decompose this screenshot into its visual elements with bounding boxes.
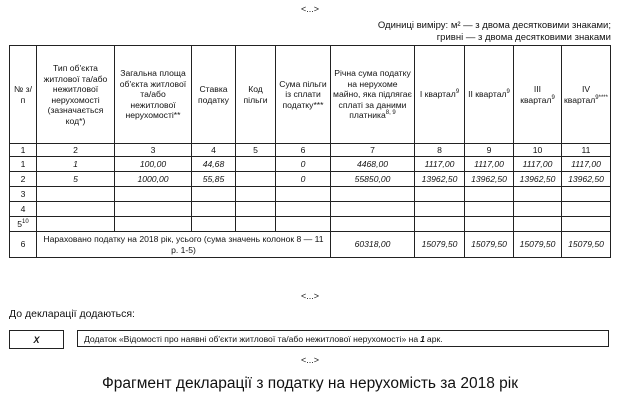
header-area: Загальна площа об'єкта житлової та/або нежитлової нерухомості** <box>115 46 192 144</box>
cell-num: 2 <box>10 172 37 187</box>
total-q4: 15079,50 <box>562 232 611 258</box>
row5-sup: 10 <box>22 218 29 225</box>
total-q2: 15079,50 <box>465 232 514 258</box>
col-number: 11 <box>562 144 611 157</box>
header-annual-text: Річна сума податку на нерухоме майно, яка підлягає сплаті за даними платника <box>333 68 412 121</box>
total-annual: 60318,00 <box>331 232 415 258</box>
header-q4 <box>562 46 611 144</box>
header-benefit: Сума пільги із сплати податку*** <box>276 46 331 144</box>
table-row <box>10 157 611 172</box>
total-row <box>10 232 611 258</box>
header-q2 <box>465 46 514 144</box>
cell-num: 3 <box>10 187 37 202</box>
cell-q2: 13962,50 <box>465 172 514 187</box>
cell-area: 1000,00 <box>115 172 192 187</box>
ellipsis-bottom: <...> <box>300 355 319 365</box>
row5-num: 5 <box>17 218 23 229</box>
table-header-row <box>10 46 611 144</box>
total-q3: 15079,50 <box>514 232 562 258</box>
cell-q1: 1117,00 <box>415 157 465 172</box>
cell-q4: 13962,50 <box>562 172 611 187</box>
cell-code <box>236 172 276 187</box>
header-annual-sup: 8, 9 <box>385 110 396 117</box>
col-number: 6 <box>276 144 331 157</box>
col-number: 3 <box>115 144 192 157</box>
attachment-count: 1 <box>420 333 425 344</box>
header-q2-text: II квартал <box>468 89 507 100</box>
table-row-empty <box>10 202 611 217</box>
header-q1 <box>415 46 465 144</box>
header-q3 <box>514 46 562 144</box>
col-number: 10 <box>514 144 562 157</box>
header-rate: Ставка податку <box>192 46 236 144</box>
attachments-title: До декларації додаються: <box>9 308 135 320</box>
cell-benefit: 0 <box>276 157 331 172</box>
cell-q3: 1117,00 <box>514 157 562 172</box>
units-note <box>378 20 611 43</box>
cell-rate: 44,68 <box>192 157 236 172</box>
header-q3-text: III квартал <box>520 84 552 105</box>
header-q3-sup: 9 <box>551 94 555 101</box>
header-code: Код пільги <box>236 46 276 144</box>
column-number-row <box>10 144 611 157</box>
col-number: 4 <box>192 144 236 157</box>
cell-num: 1 <box>10 157 37 172</box>
cell-rate: 55,85 <box>192 172 236 187</box>
total-label: Нараховано податку на 2018 рік, усього (сума значень колонок 8 — 11 р. 1-5) <box>37 232 331 258</box>
ellipsis-top: <...> <box>300 4 319 14</box>
col-number: 9 <box>465 144 514 157</box>
total-q1: 15079,50 <box>415 232 465 258</box>
col-number: 2 <box>37 144 115 157</box>
cell-type: 5 <box>37 172 115 187</box>
header-annual <box>331 46 415 144</box>
cell-annual: 4468,00 <box>331 157 415 172</box>
table-row-empty <box>10 217 611 232</box>
header-q4-text: IV квартал <box>564 84 596 105</box>
col-number: 7 <box>331 144 415 157</box>
table-row-empty <box>10 187 611 202</box>
cell-num <box>10 217 37 232</box>
header-num: № з/п <box>10 46 37 144</box>
units-line-2: гривні — з двома десятковими знаками <box>436 31 611 43</box>
cell-num: 4 <box>10 202 37 217</box>
cell-area: 100,00 <box>115 157 192 172</box>
header-q2-sup: 9 <box>506 89 510 96</box>
cell-annual: 55850,00 <box>331 172 415 187</box>
attachment-description <box>77 330 609 347</box>
total-num: 6 <box>10 232 37 258</box>
header-type: Тип об'єкта житлової та/або нежитлової нерухомості (зазначається код*) <box>37 46 115 144</box>
cell-q2: 1117,00 <box>465 157 514 172</box>
header-q4-sup: 9**** <box>595 94 608 101</box>
header-q1-text: I квартал <box>419 89 456 100</box>
attachment-unit: арк. <box>426 333 443 344</box>
header-q1-sup: 9 <box>455 89 460 96</box>
attachment-text: Додаток «Відомості про наявні об'єкти житлової та/або нежитлової нерухомості» на <box>84 333 419 344</box>
col-number: 1 <box>10 144 37 157</box>
cell-benefit: 0 <box>276 172 331 187</box>
table-row <box>10 172 611 187</box>
col-number: 8 <box>415 144 465 157</box>
cell-q3: 13962,50 <box>514 172 562 187</box>
col-number: 5 <box>236 144 276 157</box>
units-line-1: Одиниці виміру: м² — з двома десятковими знаками; <box>377 20 611 31</box>
declaration-table <box>9 45 611 258</box>
figure-caption: Фрагмент декларації з податку на нерухомість за 2018 рік <box>102 375 518 392</box>
cell-code <box>236 157 276 172</box>
attachment-mark-box: X <box>9 330 64 349</box>
cell-type: 1 <box>37 157 115 172</box>
cell-q1: 13962,50 <box>415 172 465 187</box>
ellipsis-middle: <...> <box>300 291 319 301</box>
cell-q4: 1117,00 <box>562 157 611 172</box>
